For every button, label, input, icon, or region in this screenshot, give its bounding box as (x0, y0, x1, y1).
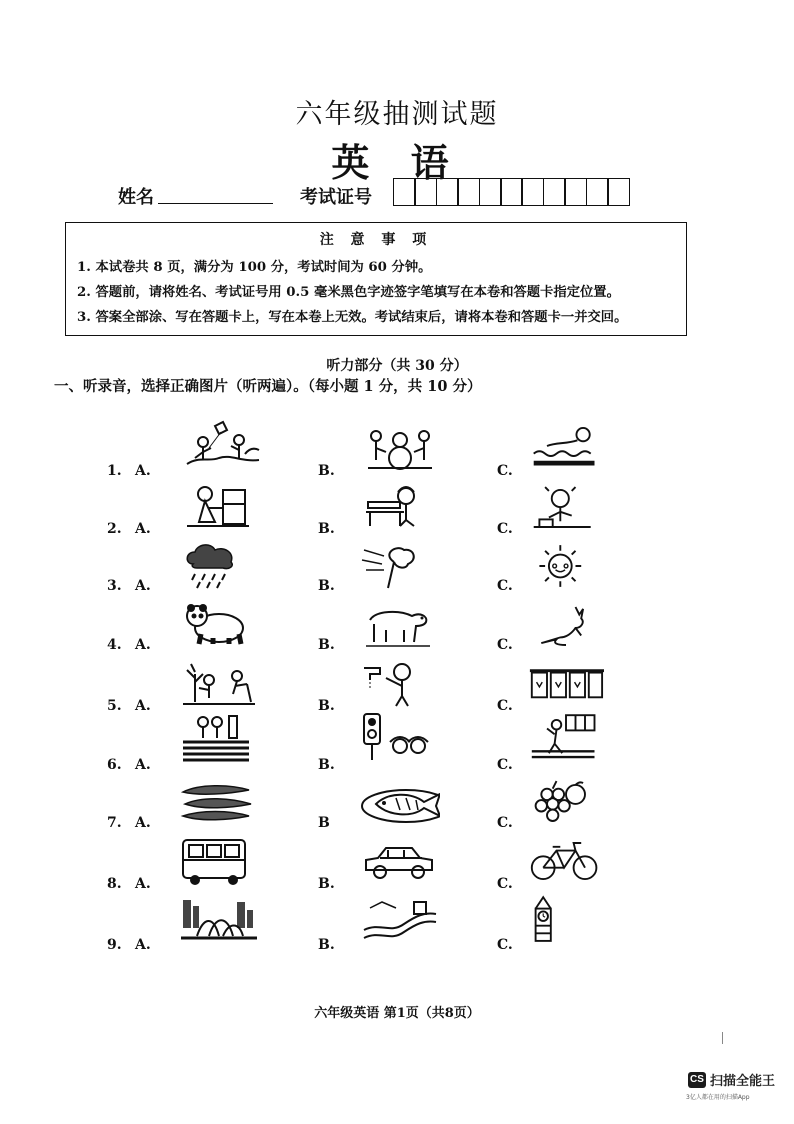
option-a-label: A. (135, 521, 151, 537)
kids-snowman-icon (360, 420, 440, 472)
girl-cooking-icon (178, 482, 260, 534)
exam-id-box (607, 178, 630, 206)
option-a-label: A. (135, 463, 151, 479)
windy-tree-icon (360, 540, 440, 592)
question-number: 6. (107, 757, 122, 773)
kite-flying-icon (178, 420, 260, 472)
crosswalk-kids-icon (178, 712, 260, 764)
option-a-label: A. (135, 937, 151, 953)
exam-id-box (521, 178, 544, 206)
option-a-label: A. (135, 815, 151, 831)
recycle-bins-icon (528, 658, 604, 710)
car-icon (360, 836, 440, 888)
option-b-label: B. (318, 876, 335, 892)
exam-id-box (457, 178, 480, 206)
option-b-label: B. (318, 463, 335, 479)
great-wall-icon (360, 894, 440, 946)
question-number: 7. (107, 815, 122, 831)
option-c-label: C. (497, 876, 513, 892)
name-label: 姓名 (118, 187, 154, 208)
option-c-label: C. (497, 637, 513, 653)
exam-id-box (564, 178, 587, 206)
notice-item-1: 1. 本试卷共 8 页，满分为 100 分，考试时间为 60 分钟。 (77, 260, 432, 275)
camscanner-logo-icon: CS (688, 1072, 706, 1088)
question-number: 8. (107, 876, 122, 892)
margin-mark (722, 1032, 723, 1044)
beans-icon (178, 776, 260, 828)
notice-item-3: 3. 答案全部涂、写在答题卡上，写在本卷上无效。考试结束后，请将本卷和答题卡一并交回。 (77, 310, 628, 325)
notice-box (65, 222, 687, 336)
option-a-label: A. (135, 637, 151, 653)
question-number: 9. (107, 937, 122, 953)
option-c-label: C. (497, 521, 513, 537)
sun-icon (528, 540, 604, 592)
polar-bear-icon (360, 600, 440, 652)
option-c-label: C. (497, 578, 513, 594)
notice-title: 注 意 事 项 (319, 232, 433, 248)
exam-id-box (393, 178, 416, 206)
exam-id-box (436, 178, 459, 206)
exam-id-box (543, 178, 566, 206)
option-c-label: C. (497, 937, 513, 953)
option-c-label: C. (497, 757, 513, 773)
option-b-label: B. (318, 937, 335, 953)
exam-title: 六年级抽测试题 (295, 99, 499, 130)
question-number: 2. (107, 521, 122, 537)
option-a-label: A. (135, 876, 151, 892)
page-footer: 六年级英语 第1页（共8页） (314, 1006, 480, 1021)
notice-item-2: 2. 答题前，请将姓名、考试证号用 0.5 毫米黑色字迹签字笔填写在本卷和答题卡指定位置。 (77, 285, 620, 300)
kid-crossing-road-icon (528, 712, 604, 764)
girl-drawing-icon (528, 482, 604, 534)
watermark-tagline: 3亿人都在用的扫描App (686, 1094, 750, 1101)
bicycle-icon (528, 836, 604, 888)
option-b-label: B. (318, 521, 335, 537)
question-number: 4. (107, 637, 122, 653)
exam-id-box (479, 178, 502, 206)
exam-id-boxes (393, 178, 628, 206)
option-c-label: C. (497, 698, 513, 714)
swimming-icon (528, 420, 604, 472)
sydney-opera-house-icon (178, 894, 260, 946)
option-c-label: C. (497, 463, 513, 479)
question-number: 1. (107, 463, 122, 479)
bus-icon (178, 836, 260, 888)
rain-cloud-icon (178, 540, 260, 592)
name-blank-line (158, 203, 273, 204)
grapes-icon (528, 776, 604, 828)
listening-section-title: 听力部分（共 30 分） (326, 358, 468, 374)
watermark-name: 扫描全能王 (710, 1074, 776, 1089)
girl-on-bench-icon (360, 482, 440, 534)
fish-plate-icon (360, 776, 440, 828)
option-b-label: B. (318, 698, 335, 714)
camscanner-watermark (688, 1070, 775, 1089)
option-a-label: A. (135, 578, 151, 594)
exam-id-label: 考试证号 (300, 187, 372, 208)
option-a-label: A. (135, 757, 151, 773)
option-c-label: C. (497, 815, 513, 831)
exam-id-box (414, 178, 437, 206)
panda-icon (178, 600, 260, 652)
exam-id-box (586, 178, 609, 206)
question-number: 5. (107, 698, 122, 714)
option-b-label: B. (318, 757, 335, 773)
subject-title: 英 语 (331, 140, 463, 185)
option-b-label: B. (318, 637, 335, 653)
question-number: 3. (107, 578, 122, 594)
part-one-instructions: 一、听录音，选择正确图片（听两遍）。（每小题 1 分，共 10 分） (54, 378, 482, 395)
option-a-label: A. (135, 698, 151, 714)
kangaroo-icon (528, 600, 604, 652)
turning-off-tap-icon (360, 658, 440, 710)
big-ben-icon (528, 894, 604, 946)
exam-id-box (500, 178, 523, 206)
option-b-label: B (318, 815, 330, 831)
option-b-label: B. (318, 578, 335, 594)
planting-trees-icon (178, 658, 260, 710)
traffic-light-icon (360, 712, 440, 764)
